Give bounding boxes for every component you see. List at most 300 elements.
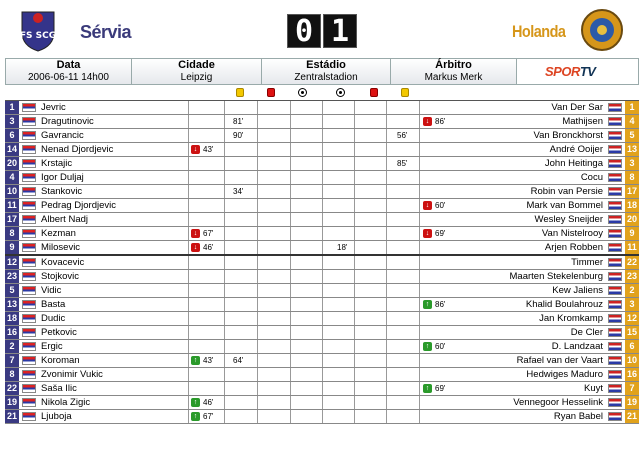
column-divider bbox=[188, 396, 189, 409]
home-player-name[interactable]: Krstajic bbox=[41, 158, 73, 170]
serbia-flag-icon bbox=[22, 159, 36, 168]
netherlands-flag-icon bbox=[608, 117, 622, 126]
column-divider bbox=[257, 115, 258, 128]
home-shirt-number: 3 bbox=[5, 115, 19, 128]
column-divider bbox=[386, 213, 387, 226]
column-divider bbox=[386, 143, 387, 156]
netherlands-flag-icon bbox=[608, 159, 622, 168]
column-divider bbox=[224, 340, 225, 353]
column-divider bbox=[224, 241, 225, 253]
home-sub-minute: 67' bbox=[203, 412, 214, 422]
column-divider bbox=[224, 256, 225, 269]
column-divider bbox=[224, 213, 225, 226]
home-player-name[interactable]: Ergic bbox=[41, 340, 63, 352]
away-shirt-number: 4 bbox=[625, 115, 639, 128]
home-sub-minute: 43' bbox=[203, 145, 214, 155]
serbia-flag-icon bbox=[22, 286, 36, 295]
column-divider bbox=[188, 340, 189, 353]
broadcaster-cell bbox=[517, 59, 638, 84]
column-divider bbox=[386, 101, 387, 114]
home-shirt-number: 14 bbox=[5, 143, 19, 156]
away-shirt-number: 16 bbox=[625, 368, 639, 381]
away-shirt-number: 9 bbox=[625, 227, 639, 240]
column-divider bbox=[257, 256, 258, 269]
column-divider bbox=[419, 101, 420, 114]
sportv-logo-part1: SPOR bbox=[545, 64, 580, 79]
column-divider bbox=[386, 227, 387, 240]
sub-in-icon: ↑ bbox=[191, 398, 200, 407]
home-sub-minute: 46' bbox=[203, 397, 214, 407]
column-divider bbox=[188, 382, 189, 395]
column-divider bbox=[419, 199, 420, 212]
column-divider bbox=[419, 284, 420, 297]
column-divider bbox=[322, 256, 323, 269]
away-player-name[interactable]: Vennegoor Hesselink bbox=[513, 396, 603, 408]
away-player-name[interactable]: Wesley Sneijder bbox=[534, 214, 603, 226]
netherlands-flag-icon bbox=[608, 384, 622, 393]
away-player-name[interactable]: De Cler bbox=[570, 326, 603, 338]
column-divider bbox=[386, 129, 387, 142]
table-row bbox=[5, 298, 639, 312]
home-player-name[interactable]: Dragutinovic bbox=[41, 116, 94, 128]
table-row bbox=[5, 185, 639, 199]
column-divider bbox=[188, 298, 189, 311]
table-row bbox=[5, 270, 639, 284]
home-player-name[interactable]: Petkovic bbox=[41, 326, 77, 338]
table-row bbox=[5, 213, 639, 227]
column-divider bbox=[419, 410, 420, 423]
column-divider bbox=[354, 340, 355, 353]
column-divider bbox=[257, 227, 258, 240]
away-player-name[interactable]: Khalid Boulahrouz bbox=[525, 298, 603, 310]
column-divider bbox=[419, 298, 420, 311]
column-divider bbox=[257, 382, 258, 395]
away-player-name[interactable]: André Ooijer bbox=[549, 144, 603, 156]
column-divider bbox=[322, 213, 323, 226]
home-player-name[interactable]: Stojkovic bbox=[41, 270, 80, 282]
away-player-name[interactable]: Ryan Babel bbox=[553, 411, 603, 423]
column-divider bbox=[257, 326, 258, 339]
home-player-name[interactable]: Jevric bbox=[41, 102, 66, 113]
column-divider bbox=[419, 157, 420, 170]
column-divider bbox=[290, 143, 291, 156]
home-player-name[interactable]: Zvonimir Vukic bbox=[41, 368, 103, 380]
column-divider bbox=[419, 129, 420, 142]
date-value: 2006-06-11 14h00 bbox=[28, 72, 109, 83]
column-divider bbox=[188, 227, 189, 240]
netherlands-flag-icon bbox=[608, 272, 622, 281]
goal-ball-icon bbox=[298, 88, 307, 97]
home-shirt-number: 11 bbox=[5, 199, 19, 212]
column-divider bbox=[386, 171, 387, 184]
serbia-flag-icon bbox=[22, 342, 36, 351]
column-divider bbox=[386, 157, 387, 170]
column-divider bbox=[419, 143, 420, 156]
column-divider bbox=[257, 185, 258, 198]
sub-out-icon: ↓ bbox=[423, 229, 432, 238]
away-shirt-number: 2 bbox=[625, 284, 639, 297]
column-divider bbox=[224, 227, 225, 240]
home-shirt-number: 4 bbox=[5, 171, 19, 184]
netherlands-flag-icon bbox=[608, 103, 622, 112]
home-shirt-number: 23 bbox=[5, 270, 19, 283]
table-row bbox=[5, 101, 639, 115]
netherlands-flag-icon bbox=[608, 145, 622, 154]
home-shirt-number: 5 bbox=[5, 284, 19, 297]
away-shirt-number: 7 bbox=[625, 382, 639, 395]
serbia-flag-icon bbox=[22, 384, 36, 393]
column-divider bbox=[188, 115, 189, 128]
column-divider bbox=[290, 213, 291, 226]
away-player-name[interactable]: Robin van Persie bbox=[530, 186, 603, 198]
date-label: Data bbox=[56, 59, 81, 71]
home-player-name[interactable]: Nenad Djordjevic bbox=[41, 144, 114, 156]
column-divider bbox=[354, 171, 355, 184]
sub-out-icon: ↓ bbox=[191, 243, 200, 252]
column-divider bbox=[419, 354, 420, 367]
date-cell bbox=[6, 59, 132, 84]
stadium-cell bbox=[262, 59, 391, 84]
home-score: 0 bbox=[287, 14, 321, 48]
column-divider bbox=[257, 101, 258, 114]
column-divider bbox=[419, 270, 420, 283]
home-player-name[interactable]: Igor Duljaj bbox=[41, 172, 84, 184]
column-divider bbox=[322, 354, 323, 367]
column-divider bbox=[322, 115, 323, 128]
column-divider bbox=[354, 256, 355, 269]
column-divider bbox=[386, 382, 387, 395]
away-shirt-number: 6 bbox=[625, 340, 639, 353]
knvb-logo-icon bbox=[580, 8, 624, 52]
home-sub-minute: 46' bbox=[203, 243, 214, 253]
away-sub-minute: 60' bbox=[435, 341, 446, 351]
column-divider bbox=[224, 129, 225, 142]
column-divider bbox=[419, 241, 420, 253]
column-divider bbox=[224, 312, 225, 325]
column-divider bbox=[290, 410, 291, 423]
column-divider bbox=[257, 340, 258, 353]
column-divider bbox=[386, 270, 387, 283]
referee-label: Árbitro bbox=[435, 59, 472, 71]
away-score: 1 bbox=[323, 14, 357, 48]
column-divider bbox=[354, 129, 355, 142]
netherlands-flag-icon bbox=[608, 356, 622, 365]
home-shirt-number: 12 bbox=[5, 256, 19, 269]
away-player-name[interactable]: Hedwiges Maduro bbox=[526, 368, 603, 380]
goal-ball-icon bbox=[336, 88, 345, 97]
serbia-flag-icon bbox=[22, 215, 36, 224]
referee-value: Markus Merk bbox=[424, 72, 483, 83]
column-divider bbox=[188, 270, 189, 283]
home-player-name[interactable]: Dudic bbox=[41, 312, 66, 324]
serbia-federation-logo-icon bbox=[18, 8, 58, 52]
column-divider bbox=[188, 143, 189, 156]
column-divider bbox=[419, 382, 420, 395]
column-divider bbox=[224, 185, 225, 198]
column-divider bbox=[290, 396, 291, 409]
column-divider bbox=[419, 340, 420, 353]
away-player-name[interactable]: Van Nistelrooy bbox=[541, 228, 603, 240]
column-divider bbox=[419, 185, 420, 198]
column-divider bbox=[224, 354, 225, 367]
column-divider bbox=[354, 241, 355, 253]
home-player-name[interactable]: Albert Nadj bbox=[41, 214, 88, 226]
column-divider bbox=[322, 312, 323, 325]
away-goal-minute: 18' bbox=[337, 243, 348, 253]
home-shirt-number: 18 bbox=[5, 312, 19, 325]
column-divider bbox=[257, 298, 258, 311]
column-divider bbox=[354, 143, 355, 156]
serbia-flag-icon bbox=[22, 145, 36, 154]
home-shirt-number: 22 bbox=[5, 382, 19, 395]
netherlands-flag-icon bbox=[608, 187, 622, 196]
column-divider bbox=[354, 199, 355, 212]
away-shirt-number: 18 bbox=[625, 199, 639, 212]
netherlands-flag-icon bbox=[608, 412, 622, 421]
netherlands-flag-icon bbox=[608, 286, 622, 295]
table-row bbox=[5, 284, 639, 298]
home-player-name[interactable]: Kezman bbox=[41, 228, 76, 240]
home-player-name[interactable]: Milosevic bbox=[41, 242, 81, 254]
column-divider bbox=[354, 396, 355, 409]
column-divider bbox=[419, 171, 420, 184]
away-player-name[interactable]: Cocu bbox=[580, 172, 603, 184]
serbia-flag-icon bbox=[22, 229, 36, 238]
column-divider bbox=[224, 101, 225, 114]
column-divider bbox=[386, 115, 387, 128]
away-sub-minute: 69' bbox=[435, 229, 446, 239]
column-divider bbox=[322, 396, 323, 409]
home-player-name[interactable]: Pedrag Djordjevic bbox=[41, 200, 116, 212]
column-divider bbox=[419, 368, 420, 381]
away-shirt-number: 23 bbox=[625, 270, 639, 283]
column-divider bbox=[354, 227, 355, 240]
away-sub-minute: 86' bbox=[435, 117, 446, 127]
match-info-bar bbox=[5, 58, 639, 85]
away-sub-minute: 69' bbox=[435, 383, 446, 393]
column-divider bbox=[224, 410, 225, 423]
serbia-flag-icon bbox=[22, 398, 36, 407]
netherlands-flag-icon bbox=[608, 328, 622, 337]
sportv-logo-part2: TV bbox=[579, 64, 596, 79]
home-player-name[interactable]: Gavrancic bbox=[41, 130, 84, 142]
sub-out-icon: ↓ bbox=[423, 201, 432, 210]
netherlands-flag-icon bbox=[608, 215, 622, 224]
home-player-name[interactable]: Kovacevic bbox=[41, 256, 85, 268]
column-divider bbox=[419, 396, 420, 409]
column-divider bbox=[386, 410, 387, 423]
stadium-label: Estádio bbox=[306, 59, 346, 71]
away-player-name[interactable]: Rafael van der Vaart bbox=[516, 354, 603, 366]
column-divider bbox=[322, 199, 323, 212]
home-player-name[interactable]: Saša Ilic bbox=[41, 382, 77, 394]
table-row bbox=[5, 157, 639, 171]
column-divider bbox=[354, 298, 355, 311]
column-divider bbox=[188, 354, 189, 367]
away-shirt-number: 3 bbox=[625, 298, 639, 311]
home-badge-text: FS SCG bbox=[19, 31, 57, 41]
column-divider bbox=[322, 241, 323, 253]
column-divider bbox=[188, 368, 189, 381]
column-divider bbox=[386, 241, 387, 253]
column-divider bbox=[354, 284, 355, 297]
away-player-name[interactable]: Maarten Stekelenburg bbox=[509, 270, 603, 282]
column-divider bbox=[224, 171, 225, 184]
column-divider bbox=[290, 340, 291, 353]
away-player-name[interactable]: Jan Kromkamp bbox=[539, 312, 603, 324]
column-divider bbox=[188, 326, 189, 339]
netherlands-flag-icon bbox=[608, 229, 622, 238]
table-row bbox=[5, 227, 639, 241]
away-shirt-number: 12 bbox=[625, 312, 639, 325]
home-player-name[interactable]: Nikola Zigic bbox=[41, 396, 91, 408]
column-divider bbox=[322, 227, 323, 240]
referee-cell bbox=[391, 59, 517, 84]
column-divider bbox=[290, 171, 291, 184]
column-divider bbox=[386, 312, 387, 325]
away-player-name[interactable]: Kuyt bbox=[583, 382, 603, 394]
netherlands-flag-icon bbox=[608, 300, 622, 309]
column-divider bbox=[224, 199, 225, 212]
home-player-name[interactable]: Ljuboja bbox=[41, 411, 72, 423]
home-yellow-minute: 90' bbox=[233, 131, 244, 141]
away-shirt-number: 5 bbox=[625, 129, 639, 142]
column-divider bbox=[322, 171, 323, 184]
home-shirt-number: 7 bbox=[5, 354, 19, 367]
column-divider bbox=[257, 213, 258, 226]
column-divider bbox=[257, 410, 258, 423]
table-row bbox=[5, 396, 639, 410]
away-yellow-minute: 56' bbox=[397, 131, 408, 141]
serbia-flag-icon bbox=[22, 117, 36, 126]
column-divider bbox=[188, 284, 189, 297]
sub-out-icon: ↓ bbox=[191, 145, 200, 154]
column-divider bbox=[224, 396, 225, 409]
column-divider bbox=[386, 354, 387, 367]
home-player-name[interactable]: Basta bbox=[41, 298, 66, 310]
table-row bbox=[5, 199, 639, 213]
column-divider bbox=[188, 241, 189, 253]
away-player-name[interactable]: Arjen Robben bbox=[544, 242, 603, 254]
table-row bbox=[5, 382, 639, 396]
column-divider bbox=[322, 410, 323, 423]
serbia-flag-icon bbox=[22, 258, 36, 267]
table-row bbox=[5, 129, 639, 143]
column-divider bbox=[386, 284, 387, 297]
column-divider bbox=[354, 115, 355, 128]
serbia-flag-icon bbox=[22, 243, 36, 252]
column-divider bbox=[224, 368, 225, 381]
home-shirt-number: 8 bbox=[5, 368, 19, 381]
away-player-name[interactable]: D. Landzaat bbox=[551, 340, 603, 352]
column-divider bbox=[354, 368, 355, 381]
column-divider bbox=[419, 312, 420, 325]
column-divider bbox=[188, 312, 189, 325]
serbia-flag-icon bbox=[22, 103, 36, 112]
sub-in-icon: ↑ bbox=[423, 300, 432, 309]
column-divider bbox=[386, 396, 387, 409]
away-player-name[interactable]: Van Der Sar bbox=[551, 102, 603, 113]
serbia-flag-icon bbox=[22, 131, 36, 140]
home-player-name[interactable]: Vidic bbox=[41, 284, 62, 296]
sub-in-icon: ↑ bbox=[423, 384, 432, 393]
column-divider bbox=[322, 143, 323, 156]
table-row bbox=[5, 326, 639, 340]
away-player-name[interactable]: Mathijsen bbox=[562, 116, 603, 128]
column-divider bbox=[290, 382, 291, 395]
netherlands-flag-icon bbox=[608, 243, 622, 252]
red-card-icon bbox=[370, 88, 378, 97]
column-divider bbox=[257, 199, 258, 212]
home-shirt-number: 13 bbox=[5, 298, 19, 311]
away-shirt-number: 19 bbox=[625, 396, 639, 409]
home-shirt-number: 21 bbox=[5, 410, 19, 423]
column-divider bbox=[322, 185, 323, 198]
away-player-name[interactable]: John Heitinga bbox=[544, 158, 603, 170]
column-divider bbox=[419, 256, 420, 269]
away-player-name[interactable]: Timmer bbox=[571, 256, 603, 268]
away-shirt-number: 22 bbox=[625, 256, 639, 269]
home-yellow-minute: 81' bbox=[233, 117, 244, 127]
away-shirt-number: 10 bbox=[625, 354, 639, 367]
column-divider bbox=[257, 354, 258, 367]
column-divider bbox=[290, 185, 291, 198]
column-divider bbox=[386, 340, 387, 353]
column-divider bbox=[386, 185, 387, 198]
netherlands-flag-icon bbox=[608, 131, 622, 140]
column-divider bbox=[290, 312, 291, 325]
column-divider bbox=[188, 157, 189, 170]
column-divider bbox=[322, 368, 323, 381]
column-divider bbox=[257, 241, 258, 253]
column-divider bbox=[257, 270, 258, 283]
column-divider bbox=[224, 382, 225, 395]
column-divider bbox=[419, 326, 420, 339]
away-player-name[interactable]: Van Bronckhorst bbox=[533, 130, 603, 142]
home-shirt-number: 6 bbox=[5, 129, 19, 142]
column-divider bbox=[290, 326, 291, 339]
column-divider bbox=[224, 298, 225, 311]
column-divider bbox=[290, 115, 291, 128]
event-legend-row bbox=[5, 86, 639, 100]
match-header bbox=[0, 0, 644, 60]
column-divider bbox=[290, 354, 291, 367]
yellow-card-icon bbox=[236, 88, 244, 97]
column-divider bbox=[257, 143, 258, 156]
column-divider bbox=[290, 101, 291, 114]
home-shirt-number: 10 bbox=[5, 185, 19, 198]
column-divider bbox=[257, 368, 258, 381]
home-player-name[interactable]: Koroman bbox=[41, 354, 80, 366]
away-player-name[interactable]: Kew Jaliens bbox=[552, 284, 603, 296]
netherlands-flag-icon bbox=[608, 201, 622, 210]
column-divider bbox=[224, 270, 225, 283]
netherlands-flag-icon bbox=[608, 342, 622, 351]
home-player-name[interactable]: Stankovic bbox=[41, 186, 83, 198]
home-shirt-number: 8 bbox=[5, 227, 19, 240]
column-divider bbox=[257, 157, 258, 170]
home-shirt-number: 17 bbox=[5, 213, 19, 226]
column-divider bbox=[290, 256, 291, 269]
table-row bbox=[5, 115, 639, 129]
city-cell bbox=[132, 59, 262, 84]
away-player-name[interactable]: Mark van Bommel bbox=[526, 200, 603, 212]
away-shirt-number: 8 bbox=[625, 171, 639, 184]
column-divider bbox=[322, 157, 323, 170]
home-shirt-number: 2 bbox=[5, 340, 19, 353]
home-shirt-number: 20 bbox=[5, 157, 19, 170]
column-divider bbox=[386, 326, 387, 339]
